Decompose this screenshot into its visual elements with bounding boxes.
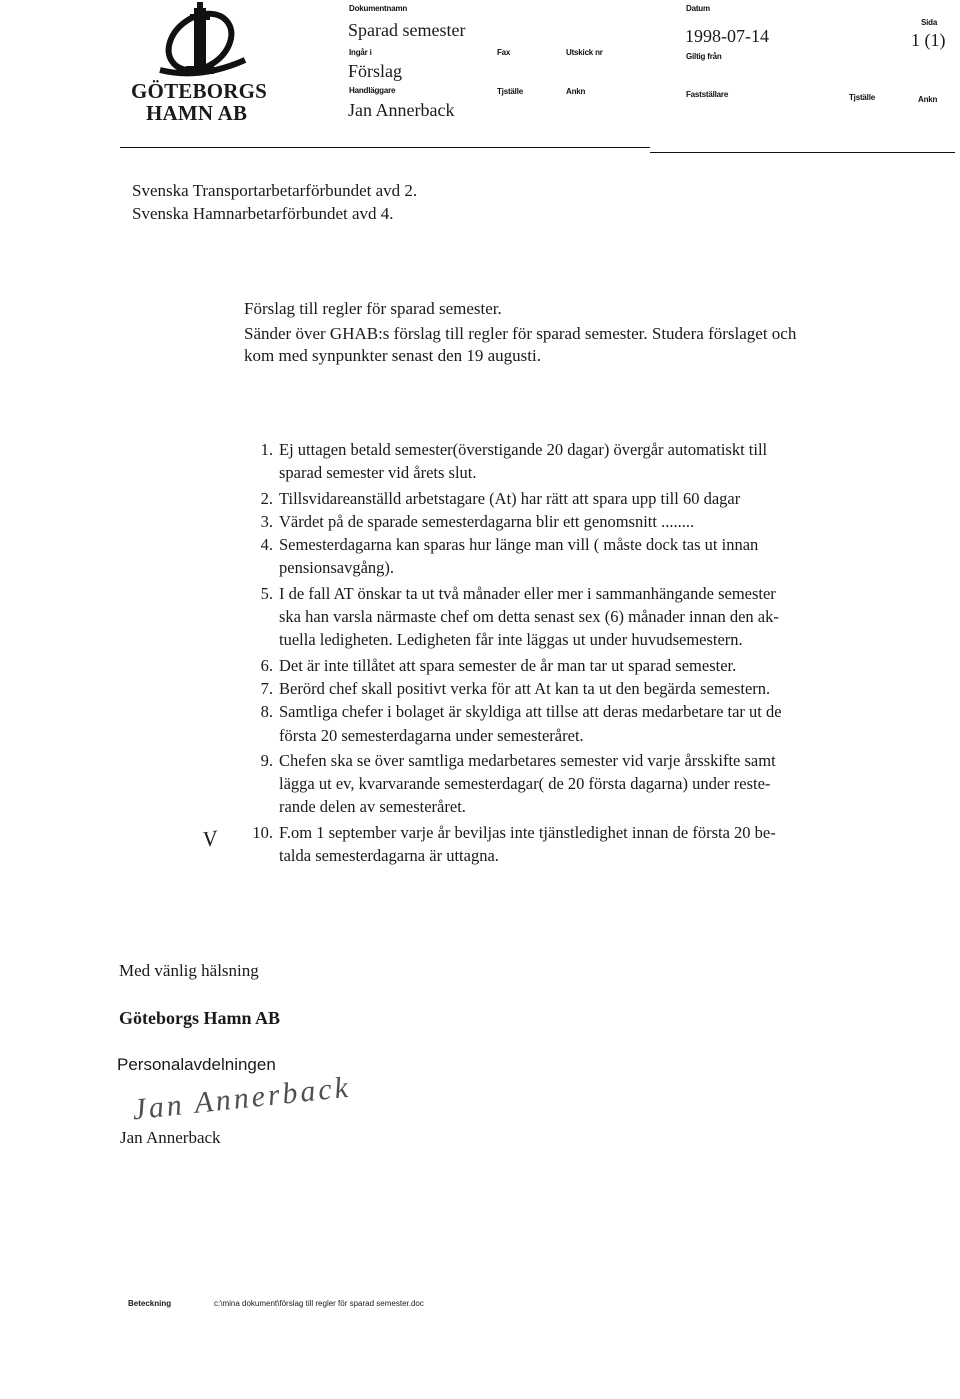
giltig-label: Giltig från bbox=[686, 52, 722, 61]
tjstalle2-label: Tjställe bbox=[849, 93, 875, 102]
intro-line-1: Sänder över GHAB:s förslag till regler för sparad semester. Studera förslaget och bbox=[244, 324, 797, 343]
company-name-line1: GÖTEBORGS bbox=[131, 79, 268, 103]
sida-value: 1 (1) bbox=[911, 30, 946, 50]
list-item: 4. Semesterdagarna kan sparas hur länge man vill ( måste dock tas ut innan pensionsavgång). bbox=[260, 535, 759, 578]
sida-label: Sida bbox=[921, 18, 938, 27]
doc-name-label: Dokumentnamn bbox=[349, 4, 408, 13]
company-logo bbox=[150, 0, 270, 82]
ankn-label: Ankn bbox=[566, 87, 586, 96]
utskick-label: Utskick nr bbox=[566, 48, 603, 57]
list-item: 9. Chefen ska se över samtliga medarbetares semester vid varje årsskifte samt lägga ut ev, kvarvarande semesterdagar( de 20 första dagarna) under reste- rande delen av semesteråret. bbox=[260, 750, 776, 817]
header-divider-right bbox=[650, 152, 955, 153]
fax-label: Fax bbox=[497, 48, 511, 57]
list-item: 5. I de fall AT önskar ta ut två månader eller mer i sammanhängande semester ska han varsla närmaste chef om detta senast sex (6) månader innan den ak- tuella ledigheten. Ledigheten får inte läggas ut under huvudsemestern. bbox=[260, 583, 779, 650]
signatory-name: Jan Annerback bbox=[120, 1128, 221, 1147]
handlaggare-value: Jan Annerback bbox=[348, 100, 455, 120]
faststallare-label: Fastställare bbox=[686, 90, 729, 99]
list-item: 10. F.om 1 september varje år beviljas inte tjänstledighet innan de första 20 be- talda semesterdagarna är uttagna. bbox=[252, 822, 776, 866]
handwritten-signature: Jan Annerback bbox=[130, 1070, 353, 1127]
list-item: 8. Samtliga chefer i bolaget är skyldiga att tillse att deras medarbetare tar ut de första 20 semesterdagarna under semesteråret. bbox=[260, 702, 782, 745]
footer-file-path: c:\mina dokument\förslag till regler för sparad semester.doc bbox=[214, 1299, 424, 1308]
company-signoff: Göteborgs Hamn AB bbox=[119, 1008, 281, 1028]
list-item: 2. Tillsvidareanställd arbetstagare (At) har rätt att spara upp till 60 dagar bbox=[260, 488, 741, 508]
ankn2-label: Ankn bbox=[918, 95, 938, 104]
handlaggare-label: Handläggare bbox=[349, 86, 396, 95]
subject-line: Förslag till regler för sparad semester. bbox=[244, 299, 502, 318]
list-item: 6. Det är inte tillåtet att spara semester de år man tar ut sparad semester. bbox=[260, 655, 737, 675]
list-item: 3. Värdet på de sparade semesterdagarna blir ett genomsnitt ........ bbox=[260, 511, 695, 531]
rules-list bbox=[252, 438, 782, 867]
recipient-2: Svenska Hamnarbetarförbundet avd 4. bbox=[132, 204, 394, 223]
greeting: Med vänlig hälsning bbox=[119, 961, 259, 980]
company-name-line2: HAMN AB bbox=[146, 101, 248, 125]
ingar-value: Förslag bbox=[348, 61, 402, 81]
margin-check-mark: V bbox=[201, 825, 219, 852]
datum-label: Datum bbox=[686, 4, 710, 13]
datum-value: 1998-07-14 bbox=[685, 26, 769, 46]
doc-name-value: Sparad semester bbox=[348, 20, 466, 40]
department: Personalavdelningen bbox=[117, 1055, 276, 1074]
intro-line-2: kom med synpunkter senast den 19 augusti. bbox=[244, 346, 541, 365]
harbour-emblem-icon bbox=[150, 0, 270, 82]
list-item: 7. Berörd chef skall positivt verka för att At kan ta ut den begärda semestern. bbox=[260, 678, 771, 698]
footer-label: Beteckning bbox=[128, 1299, 172, 1308]
recipient-1: Svenska Transportarbetarförbundet avd 2. bbox=[132, 181, 418, 200]
header-divider bbox=[120, 147, 650, 148]
ingar-label: Ingår i bbox=[349, 48, 372, 57]
tjstalle-label: Tjställe bbox=[497, 87, 523, 96]
list-item: 1. Ej uttagen betald semester(överstigande 20 dagar) övergår automatiskt till sparad semester vid årets slut. bbox=[260, 440, 768, 483]
